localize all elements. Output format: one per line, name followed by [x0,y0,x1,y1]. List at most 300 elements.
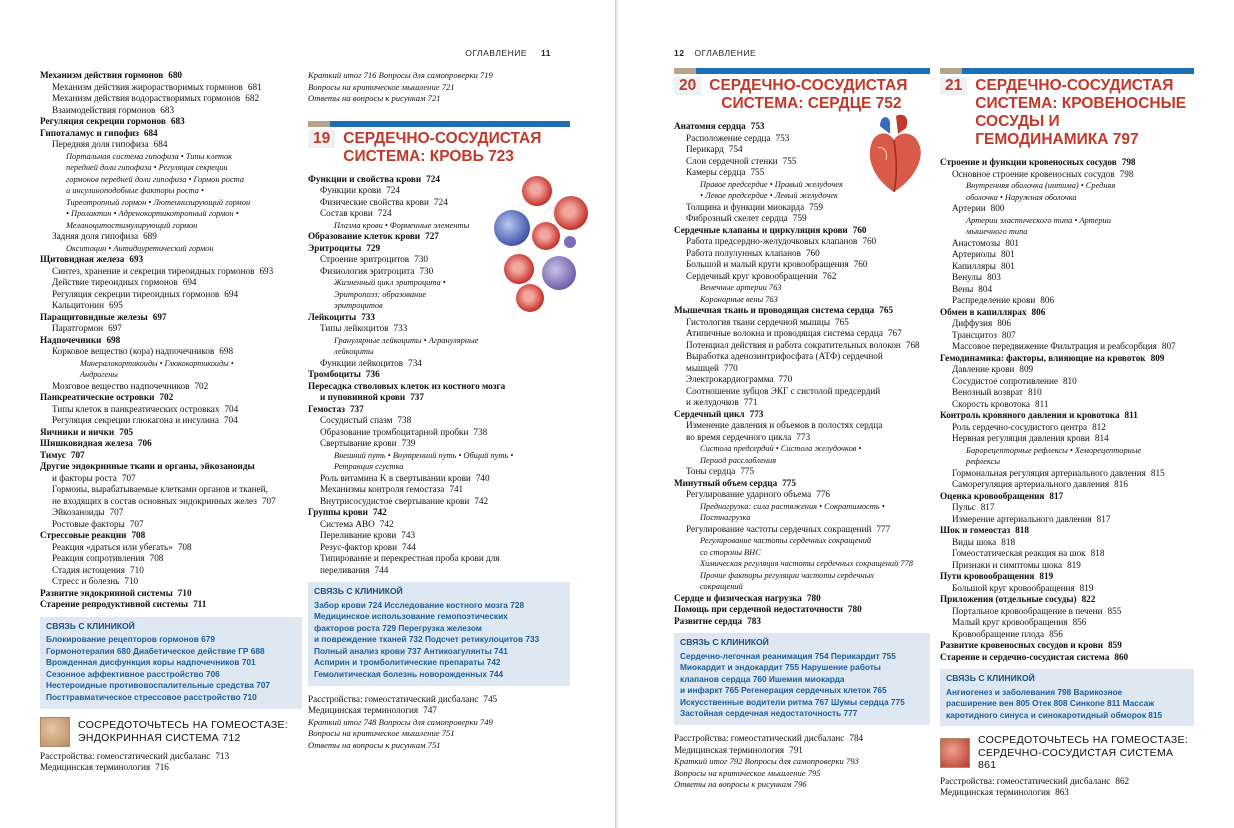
toc-entry-title: Артериолы [952,249,996,259]
chapter-title-line-2: СИСТЕМА: КРОВЕНОСНЫЕ [975,95,1187,112]
toc-entry [674,420,930,432]
toc-entry [674,409,930,421]
clinic-line: Искусственные водители ритма 767 Шумы сердца 775 [680,696,905,707]
toc-entry-title: Типы клеток в панкреатических островках [52,403,220,414]
toc-entry [308,358,570,370]
toc-entry-title: Распределение крови [952,295,1036,305]
toc-entry [674,213,930,225]
toc-entry [940,422,1194,434]
toc-entry-page: 744 [402,541,416,552]
toc-entry-title: Задняя доля гипофиза [52,231,139,241]
toc-entry-title: Реакция «драться или убегать» [52,541,173,552]
toc-entry-page: 818 [1090,548,1105,558]
toc-entry [308,717,570,729]
toc-column-2 [308,70,570,751]
toc-entry [40,542,302,554]
clinic-line: Застойная сердечная недостаточность 777 [680,708,858,719]
toc-entry-page: 754 [728,144,743,154]
toc-entry-page: 710 [130,564,144,575]
toc-entry-page: 817 [1049,490,1064,501]
running-head-right [674,48,756,58]
toc-entry [674,501,930,513]
toc-entry-title: Сосудистый спазм [320,415,393,425]
toc-entry [40,243,302,255]
heart-icon [858,112,932,196]
clinic-line: Гормонотерапия 680 Диабетическое действие ГР 688 [46,645,265,656]
toc-entry [674,271,930,283]
toc-entry [674,558,930,570]
toc-tail [940,776,1194,799]
toc-entry [940,491,1194,503]
toc-entry [40,588,302,600]
toc-entry-title: Работа полулунных клапанов [686,247,801,258]
toc-entry [40,751,302,763]
toc-entry-page: 780 [806,592,821,603]
toc-entry [40,128,302,140]
toc-entry [40,381,302,393]
toc-entry-title: Трансцитоз [952,329,997,340]
chapter-title-line-1: СЕРДЕЧНО-СОСУДИСТАЯ [343,129,542,147]
toc-entry-page: 713 [215,750,230,761]
toc-entry [674,466,930,478]
toc-entry [940,652,1194,664]
clinic-line: и инфаркт 765 Регенерация сердечных клеток 765 [680,685,887,696]
toc-entry-title: Толщина и функции миокарда [686,201,805,212]
toc-entry [308,705,570,717]
toc-entry-page: 689 [143,231,157,241]
toc-entry-page: 815 [1150,467,1165,478]
toc-entry-title: Функции и свойства крови [308,173,422,184]
clinic-line: Сердечно-легочная реанимация 754 Перикардит 755 [680,650,896,661]
toc-entry [940,330,1194,342]
toc-entries [40,70,302,611]
toc-entry [40,438,302,450]
toc-entry-title: Эритропоэз: образование [334,289,427,299]
clinic-line: Полный анализ крови 737 Антикоагулянты 741 [314,645,508,656]
toc-entry [308,553,570,565]
toc-entry-page: 760 [853,259,868,269]
toc-entry [674,593,930,605]
toc-entry-title: Группы крови [308,507,368,517]
clinic-line: Гемолитическая болезнь новорожденных 744 [314,669,504,680]
toc-entry-title: Вены [952,283,974,294]
toc-entry-title: Преднагрузка: сила растяжения • Сократимость • [700,501,885,511]
toc-entry-title: Панкреатические островки [40,392,155,402]
toc-entry [674,524,930,536]
clinical-connection-box [308,582,570,686]
toc-entry [308,728,570,740]
toc-entry-title: Синтез, хранение и секреция тиреоидных гормонов [52,265,255,276]
toc-entry-page: 814 [1094,433,1109,443]
toc-entry [674,397,930,409]
red-blood-cell [532,222,560,250]
toc-entry-title: Гемостаз [308,403,345,414]
toc-entry-page: 736 [365,369,380,379]
toc-tail [40,751,302,774]
toc-entry [940,525,1194,537]
toc-entry [40,392,302,404]
toc-entry [40,151,302,163]
toc-entry-title: Гемодинамика: факторы, влияющие на кровоток [940,352,1146,363]
toc-entry [40,231,302,243]
toc-entry [308,427,570,439]
toc-entry-title: Венечные артерии 763 [700,283,782,292]
toc-entry-title: Меланоцитостимулирующий гормон [66,220,198,230]
toc-entry [674,305,930,317]
toc-entry [674,317,930,329]
toc-entry [940,399,1194,411]
toc-entry [308,542,570,554]
toc-entry-page: 684 [143,127,158,138]
page-number: 12 [674,48,685,58]
toc-entry-page: 803 [987,272,1001,282]
toc-entry [308,93,570,105]
toc-entry [674,363,930,375]
clinic-title: СВЯЗЬ С КЛИНИКОЙ [46,620,135,631]
running-head-left [465,48,551,58]
toc-entry-title: Внутрисосудистое свертывание крови [320,495,470,506]
toc-entry [308,740,570,752]
toc-entry-title: Окситоцин • Антидиуретический гормон [66,243,214,253]
toc-entry-title: • Пролактин • Адренокортикотропный гормон • [66,209,239,218]
toc-entry-page: 817 [980,502,995,512]
toc-entry-page: 733 [393,323,408,333]
toc-entry-title: Шишковидная железа [40,438,133,448]
toc-entry [308,461,570,473]
toc-entry-page: 727 [425,231,439,241]
toc-entry [40,335,302,347]
toc-entry [674,340,930,352]
toc-entry-page: 707 [261,495,276,506]
toc-entry-title: Краткий итог 792 Вопросы для самопроверки 793 [674,756,859,767]
toc-entry-title: Изменение давления и объемов в полостях сердца [686,420,883,430]
toc-entry-title: Капилляры [952,260,996,271]
red-blood-cell [516,284,544,312]
toc-entry [40,599,302,611]
toc-entry-title: Гомеостатическая реакция на шок [952,548,1086,558]
toc-entry-page: 695 [109,300,123,310]
toc-entry [674,535,930,547]
toc-entry-title: Пульс [952,502,976,512]
toc-entry-title: Малый круг кровообращения [952,617,1068,627]
toc-entry-title: Виды шока [952,536,997,547]
toc-entry [308,694,570,706]
toc-entry-page: 760 [852,224,867,235]
focus-thumbnail [40,717,70,747]
toc-entry [40,174,302,186]
toc-entry [40,404,302,416]
toc-entry [940,387,1194,399]
toc-entry-title: Функции лейкоцитов [320,357,404,368]
toc-entry-title: Химическая регуляция частоты сердечных сокращений 778 [700,559,913,568]
chapter-title-line-1: СЕРДЕЧНО-СОСУДИСТАЯ [975,77,1174,94]
toc-entry-title: Давление крови [952,364,1015,374]
toc-entry-page: 806 [1031,306,1046,317]
toc-entry [40,358,302,370]
heart-thumbnail [940,738,970,768]
toc-entry-title: Внешний путь • Внутренний путь • Общий путь • [334,450,514,460]
toc-entry-title: Расстройства: гомеостатический дисбаланс [40,750,211,761]
toc-entry [674,374,930,386]
toc-entry-title: Нервная регуляция давления крови [952,433,1090,443]
toc-entry-title: Физиология эритроцита [320,265,415,276]
toc-entry [940,180,1194,192]
toc-entry-page: 765 [835,316,849,327]
toc-entries [674,121,930,627]
toc-entry-page: 730 [414,254,428,264]
clinic-line: Посттравматическое стрессовое расстройство 710 [46,691,257,702]
toc-entry-title: Внутренняя оболочка (интима) • Средняя [966,181,1116,190]
toc-entry-title: гормонов передней доли гипофиза • Гормон роста [66,174,245,184]
clinic-line: Миокардит и эндокардит 755 Нарушение работы [680,662,881,673]
toc-entry [40,162,302,174]
toc-entry [308,346,570,358]
toc-entry-page: 777 [876,523,891,534]
toc-entry-page: 800 [990,203,1005,213]
chapter-20-header [674,68,930,113]
toc-entry [940,261,1194,273]
toc-entry-page: 762 [822,270,837,281]
toc-entry-title: Вопросы на критическое мышление 751 [308,728,455,739]
toc-entry-title: Расстройства: гомеостатический дисбаланс [940,775,1111,786]
toc-entry-title: Вопросы на критическое мышление 721 [308,81,455,92]
clinic-line: Забор крови 724 Исследование костного мозга 728 [314,599,525,610]
toc-entry-title: Кальцитонин [52,300,105,310]
toc-entry-title: Старение и сердечно-сосудистая система [940,651,1110,662]
focus-on-homeostasis [40,717,302,747]
toc-entry-title: Оценка кровообращения [940,490,1045,501]
toc-entry-title: Мышечная ткань и проводящая система сердца [674,305,875,315]
toc-entry-title: Потенциал действия и работа сократительных волокон [686,339,901,350]
toc-entry [40,312,302,324]
toc-entry-page: 801 [1000,260,1015,271]
toc-entry [40,427,302,439]
toc-entry [940,203,1194,215]
toc-entry [40,300,302,312]
toc-entry [674,745,930,757]
toc-entry-page: 693 [259,265,274,276]
clinic-line: расширение вен 805 Отек 808 Синкопе 811 Массаж [946,698,1155,709]
toc-entry-title: Расстройства: гомеостатический дисбаланс [674,733,845,744]
toc-entry [940,169,1194,181]
toc-entry-page: 856 [1049,628,1063,639]
toc-entry-page: 684 [153,139,168,149]
toc-entry [40,762,302,774]
toc-entry-page: 806 [997,318,1011,328]
toc-entry-page: 791 [789,744,803,755]
focus-on-homeostasis [940,734,1194,772]
toc-entry-page: 776 [816,489,830,499]
toc-entry [40,139,302,151]
chapter-bar [674,68,930,74]
toc-entry-title: Обмен в капиллярах [940,306,1027,317]
toc-entry-title: Медицинская терминология [940,787,1051,798]
toc-entry-page: 742 [379,518,394,529]
toc-entry [940,583,1194,595]
toc-entry-title: Анатомия сердца [674,121,746,131]
toc-entry-title: Венозный возврат [952,387,1023,397]
page-right [618,0,1234,828]
clinic-line: Аспирин и тромболитические препараты 742 [314,657,501,668]
toc-entry-title: Саморегуляция артериального давления [952,479,1110,489]
toc-entry-page: 863 [1055,787,1069,798]
toc-entry [940,776,1194,788]
clinic-lines [46,634,296,704]
toc-entry [40,530,302,542]
toc-entry-title: мышцей [686,362,719,373]
toc-entry [940,272,1194,284]
toc-entry-title: Помощь при сердечной недостаточности [674,604,843,614]
clinical-connection-box [940,669,1194,726]
toc-entry [674,547,930,559]
toc-entry [940,537,1194,549]
toc-entry-title: эритроцитов [334,301,383,310]
clinic-line: Блокирование рецепторов гормонов 679 [46,634,215,644]
chapter-title-line-3: СОСУДЫ И ГЕМОДИНАМИКА 797 [975,113,1139,148]
toc-entry-page: 753 [750,121,765,131]
toc-entry-page: 767 [887,328,902,338]
toc-entry-title: Портальное кровообращение в печени [952,605,1103,616]
toc-entry-title: Яичники и яички [40,426,115,437]
toc-entry-title: Барорецепторные рефлексы • Хеморецепторные [966,445,1142,455]
toc-entry [674,768,930,780]
toc-entry [308,369,570,381]
toc-entry-page: 729 [366,242,381,253]
toc-entry [308,530,570,542]
toc-entry [940,594,1194,606]
toc-entry-title: Сердечный цикл [674,408,745,419]
toc-entry-page: 807 [1001,329,1016,340]
chapter-19-header [308,121,570,166]
toc-entry-title: не входящих в состав основных эндокринных желез [52,495,257,506]
toc-entry-title: Гипоталамус и гипофиз [40,127,139,138]
toc-entry [940,606,1194,618]
toc-entry [40,277,302,289]
toc-entry-page: 744 [374,564,389,575]
toc-entry-page: 697 [108,323,122,333]
toc-entry-page: 737 [410,392,424,402]
toc-entry-title: Физические свойства крови [320,196,429,207]
clinic-line: Врожденная дисфункция коры надпочечников 701 [46,657,256,668]
toc-entry-page: 707 [109,507,124,517]
toc-entry [940,468,1194,480]
toc-entry-title: Сердце и физическая нагрузка [674,592,802,603]
toc-entry-title: и желудочков [686,397,739,407]
toc-entry-title: Гистология ткани сердечной мышцы [686,316,831,327]
toc-entry-title: Функции крови [320,185,382,195]
toc-entry [940,353,1194,365]
toc-tail [674,733,930,791]
chapter-number: 20 [674,77,701,95]
toc-entry [940,640,1194,652]
toc-entry-title: Реакция сопротивления [52,553,145,563]
toc-entry-title: Образование клеток крови [308,231,421,241]
toc-entry-page: 707 [129,518,144,529]
toc-entry-page: 741 [449,484,464,494]
toc-entry [940,410,1194,422]
toc-entry [40,369,302,381]
toc-entry-title: Медицинская терминология [674,744,785,755]
clinic-title: СВЯЗЬ С КЛИНИКОЙ [946,673,1035,683]
toc-entry-page: 765 [879,305,894,315]
toc-entry-title: Сердечные клапаны и циркуляция крови [674,224,848,235]
toc-entry-title: Перикард [686,144,724,154]
toc-entry-title: Состав крови [320,208,373,218]
toc-entry-title: Плазма крови • Форменные элементы [334,220,470,230]
toc-entry [940,548,1194,560]
toc-entry-title: Краткий итог 716 Вопросы для самопроверки 719 [308,70,493,80]
toc-entry-page: 798 [1119,168,1134,179]
toc-entry-title: Венулы [952,272,983,282]
toc-entry [308,415,570,427]
toc-entry-page: 708 [149,553,164,563]
toc-entry-title: Регулирование частоты сердечных сокращений [686,523,872,534]
toc-entry-title: Пути кровообращения [940,571,1035,581]
toc-entry [674,432,930,444]
toc-entry [40,70,302,82]
toc-entry [40,185,302,197]
chapter-number: 21 [940,77,967,95]
toc-entry-page: 760 [805,247,820,258]
toc-entry [940,787,1194,799]
toc-entry-title: Развитие сердца [674,615,743,626]
toc-entry-title: Регуляция секреции гормонов [40,116,166,126]
toc-entry-title: Роль сердечно-сосудистого центра [952,421,1088,432]
toc-entry-title: Большой круг кровообращения [952,582,1075,593]
toc-entry-title: Вопросы на критическое мышление 795 [674,767,821,778]
toc-entry-page: 759 [792,213,807,223]
blood-cells-illustration [486,176,594,316]
toc-entry [308,323,570,335]
toc-entry-page: 811 [1124,410,1138,420]
toc-entry [940,307,1194,319]
toc-tail [308,694,570,752]
toc-entry-page: 724 [433,196,448,207]
toc-entry-page: 856 [1072,617,1087,627]
toc-entry [40,473,302,485]
toc-entry-title: Взаимодействия гормонов [52,104,156,115]
toc-entry-title: Работа предсердно-желудочковых клапанов [686,236,858,246]
toc-entry-page: 780 [847,604,862,614]
toc-entry-page: 733 [361,311,375,322]
toc-entry-title: Минералокортикоиды • Глюкокортикоиды • [80,358,234,368]
toc-entry-page: 771 [743,397,758,407]
toc-entry [308,565,570,577]
toc-entry-title: Образование тромбоцитарной пробки [320,426,469,437]
toc-entry [940,341,1194,353]
toc-entry-title: Большой и малый круги кровообращения [686,259,849,269]
clinical-connection-box [674,633,930,725]
toc-entry [40,197,302,209]
toc-entry-title: Тоны сердца [686,466,736,476]
toc-entry [674,478,930,490]
toc-entry-page: 707 [70,449,85,460]
toc-entry-page: 740 [475,472,490,483]
toc-entry [940,433,1194,445]
toc-entry-page: 807 [1161,341,1176,351]
clinic-line: и повреждение тканей 732 Подсчет ретикулоцитов 733 [314,634,540,645]
toc-entry-page: 819 [1079,582,1094,593]
toc-entry-title: Типы лейкоцитов [320,323,389,333]
toc-entry [674,581,930,593]
toc-entry-title: Роль витамина K в свертывании крови [320,472,471,483]
toc-entry-title: Правое предсердие • Правый желудочек [700,179,843,189]
toc-entry-page: 775 [782,477,796,488]
toc-entry-title: во время сердечного цикла [686,431,792,442]
toc-entry-title: лейкоциты [334,347,374,356]
toc-entry-title: • Левое предсердие • Левый желудочек [700,191,838,200]
toc-entry-title: Стресс и болезнь [52,576,120,586]
